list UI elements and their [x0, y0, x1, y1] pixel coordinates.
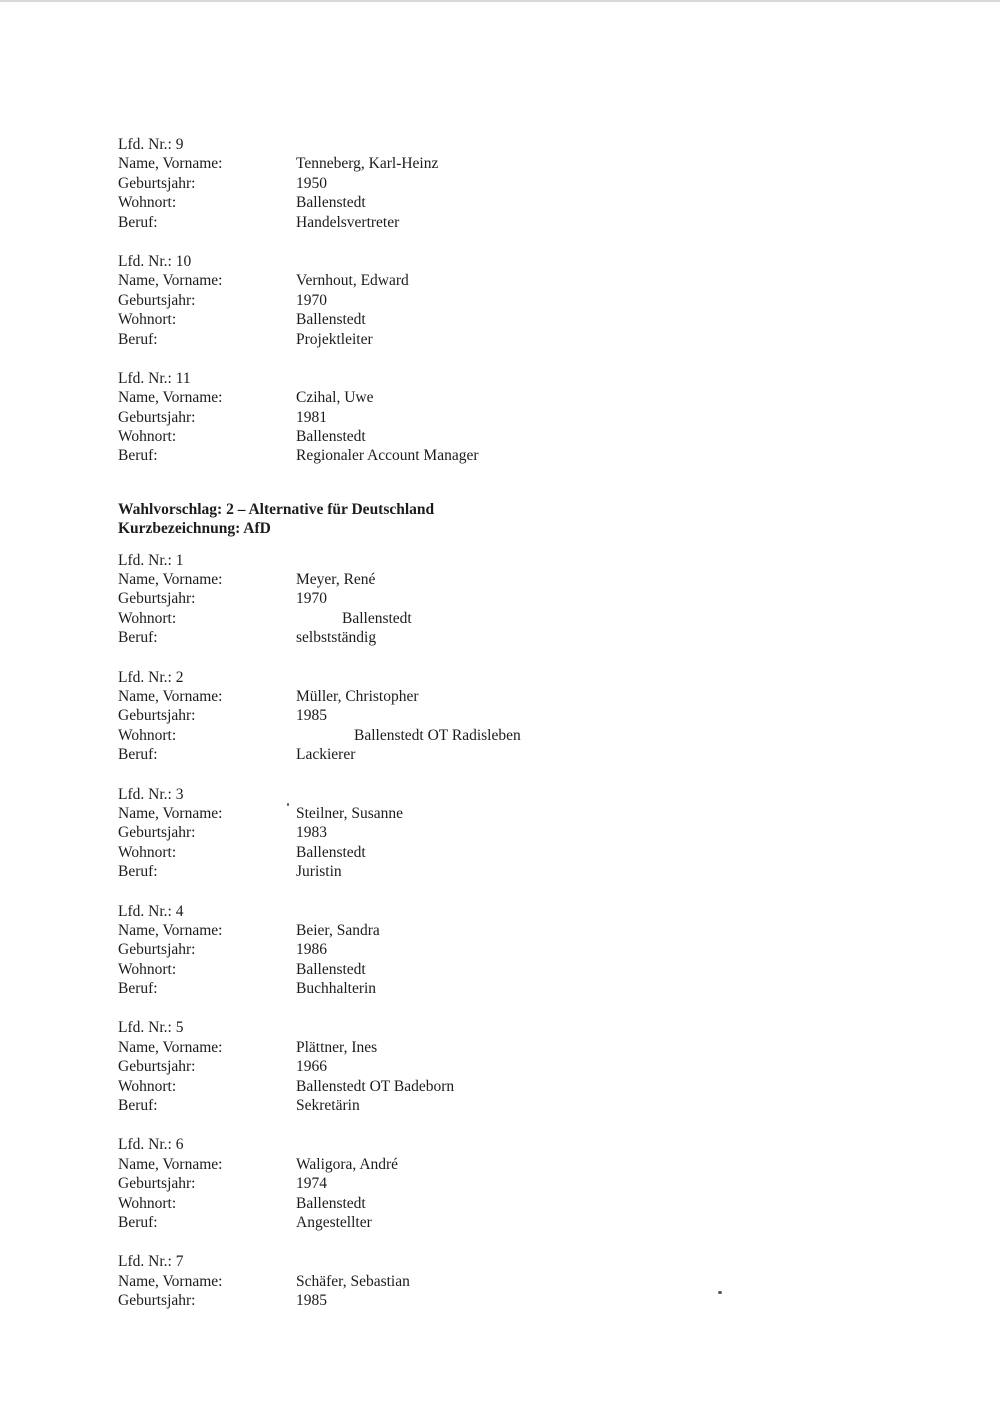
name-row: Name, Vorname: Müller, Christopher — [118, 687, 938, 706]
candidate-entry — [118, 1135, 938, 1232]
candidate-entry — [118, 252, 938, 349]
name-row: Name, Vorname: Steilner, Susanne — [118, 804, 938, 823]
occupation-value: Regionaler Account Manager — [296, 447, 479, 465]
entry-number: Lfd. Nr.: 2 — [118, 668, 184, 686]
birthyear-row: Geburtsjahr: 1974 — [118, 1174, 938, 1193]
name-value: Waligora, André — [296, 1155, 399, 1173]
occupation-row: Beruf: selbstständig — [118, 628, 938, 647]
name-row: Name, Vorname: Waligora, André — [118, 1155, 938, 1174]
name-row: Name, Vorname: Beier, Sandra — [118, 921, 938, 940]
name-value: Czihal, Uwe — [296, 389, 374, 407]
residence-value: Ballenstedt — [296, 311, 366, 329]
birthyear-row: Geburtsjahr: 1970 — [118, 291, 938, 310]
occupation-row: Beruf: Buchhalterin — [118, 979, 938, 998]
occupation-value: Handelsvertreter — [296, 213, 400, 231]
name-row: Name, Vorname: Vernhout, Edward — [118, 271, 938, 290]
residence-value: Ballenstedt — [296, 1194, 366, 1212]
entry-number: Lfd. Nr.: 1 — [118, 551, 184, 569]
nomination-short-name: Kurzbezeichnung: AfD — [118, 520, 271, 538]
candidate-entry — [118, 369, 938, 466]
entry-number: Lfd. Nr.: 3 — [118, 785, 184, 803]
residence-row: Wohnort: Ballenstedt — [118, 427, 938, 446]
birthyear-value: 1986 — [296, 941, 327, 959]
scan-speck — [287, 803, 289, 806]
birthyear-value: 1985 — [296, 707, 327, 725]
birthyear-value: 1950 — [296, 174, 327, 192]
scan-top-edge — [0, 0, 1000, 2]
residence-value: Ballenstedt — [296, 843, 366, 861]
occupation-row: Beruf: Regionaler Account Manager — [118, 446, 938, 465]
birthyear-value: 1970 — [296, 590, 327, 608]
entry-number: Lfd. Nr.: 9 — [118, 136, 184, 153]
nomination-title: Wahlvorschlag: 2 – Alternative für Deutschland — [118, 500, 435, 518]
residence-value: Ballenstedt OT Radisleben — [354, 726, 521, 744]
entry-number: Lfd. Nr.: 10 — [118, 252, 192, 270]
birthyear-value: 1985 — [296, 1292, 327, 1310]
candidate-entry — [118, 785, 938, 882]
occupation-value: Projektleiter — [296, 330, 373, 348]
candidate-entry — [118, 135, 938, 232]
birthyear-row: Geburtsjahr: 1985 — [118, 706, 938, 725]
name-row: Name, Vorname: Czihal, Uwe — [118, 388, 938, 407]
occupation-value: Lackierer — [296, 746, 356, 764]
candidate-entry — [118, 1018, 938, 1115]
birthyear-row: Geburtsjahr: 1950 — [118, 174, 938, 193]
name-row: Name, Vorname: Plättner, Ines — [118, 1038, 938, 1057]
birthyear-row: Geburtsjahr: 1985 — [118, 1291, 938, 1310]
birthyear-row: Geburtsjahr: 1981 — [118, 408, 938, 427]
residence-row: Wohnort: Ballenstedt — [118, 609, 938, 628]
residence-value: Ballenstedt — [342, 609, 412, 627]
birthyear-value: 1974 — [296, 1175, 327, 1193]
scan-speck — [718, 1291, 722, 1294]
candidate-entry — [118, 902, 938, 999]
entry-number: Lfd. Nr.: 7 — [118, 1253, 184, 1271]
residence-value: Ballenstedt OT Badeborn — [296, 1077, 455, 1095]
residence-row: Wohnort: Ballenstedt OT Badeborn — [118, 1077, 938, 1096]
occupation-row: Beruf: Lackierer — [118, 745, 938, 764]
residence-row: Wohnort: Ballenstedt — [118, 310, 938, 329]
birthyear-row: Geburtsjahr: 1970 — [118, 589, 938, 608]
name-value: Schäfer, Sebastian — [296, 1272, 410, 1290]
birthyear-value: 1983 — [296, 824, 327, 842]
name-row: Name, Vorname: Tenneberg, Karl-Heinz — [118, 154, 938, 173]
residence-row: Wohnort: Ballenstedt — [118, 1194, 938, 1213]
occupation-value: selbstständig — [296, 629, 377, 647]
name-value: Steilner, Susanne — [296, 804, 404, 822]
occupation-row: Beruf: Sekretärin — [118, 1096, 938, 1115]
occupation-row: Beruf: Juristin — [118, 862, 938, 881]
occupation-value: Sekretärin — [296, 1097, 360, 1115]
entry-number: Lfd. Nr.: 6 — [118, 1136, 184, 1154]
birthyear-row: Geburtsjahr: 1986 — [118, 940, 938, 959]
birthyear-row: Geburtsjahr: 1983 — [118, 823, 938, 842]
name-row: Name, Vorname: Schäfer, Sebastian — [118, 1272, 938, 1291]
candidate-entry — [118, 1252, 938, 1310]
candidate-entry — [118, 551, 938, 648]
birthyear-value: 1966 — [296, 1058, 327, 1076]
occupation-row: Beruf: Handelsvertreter — [118, 213, 938, 232]
occupation-value: Buchhalterin — [296, 980, 377, 998]
residence-row: Wohnort: Ballenstedt — [118, 193, 938, 212]
residence-row: Wohnort: Ballenstedt OT Radisleben — [118, 726, 938, 745]
name-value: Tenneberg, Karl-Heinz — [296, 155, 439, 173]
candidate-entry — [118, 668, 938, 765]
name-value: Plättner, Ines — [296, 1038, 378, 1056]
candidate-list-page — [118, 135, 938, 1331]
occupation-value: Juristin — [296, 863, 342, 881]
entry-number: Lfd. Nr.: 5 — [118, 1019, 184, 1037]
nomination-heading — [118, 500, 938, 539]
residence-row: Wohnort: Ballenstedt — [118, 843, 938, 862]
name-value: Meyer, René — [296, 571, 376, 589]
name-value: Müller, Christopher — [296, 687, 419, 705]
birthyear-value: 1970 — [296, 291, 327, 309]
entry-number: Lfd. Nr.: 4 — [118, 902, 184, 920]
residence-value: Ballenstedt — [296, 960, 366, 978]
occupation-row: Beruf: Angestellter — [118, 1213, 938, 1232]
residence-value: Ballenstedt — [296, 428, 366, 446]
name-row: Name, Vorname: Meyer, René — [118, 570, 938, 589]
birthyear-value: 1981 — [296, 408, 327, 426]
entry-number: Lfd. Nr.: 11 — [118, 369, 191, 387]
residence-row: Wohnort: Ballenstedt — [118, 960, 938, 979]
birthyear-row: Geburtsjahr: 1966 — [118, 1057, 938, 1076]
name-value: Beier, Sandra — [296, 921, 380, 939]
occupation-value: Angestellter — [296, 1213, 372, 1231]
occupation-row: Beruf: Projektleiter — [118, 330, 938, 349]
name-value: Vernhout, Edward — [296, 272, 409, 290]
residence-value: Ballenstedt — [296, 194, 366, 212]
